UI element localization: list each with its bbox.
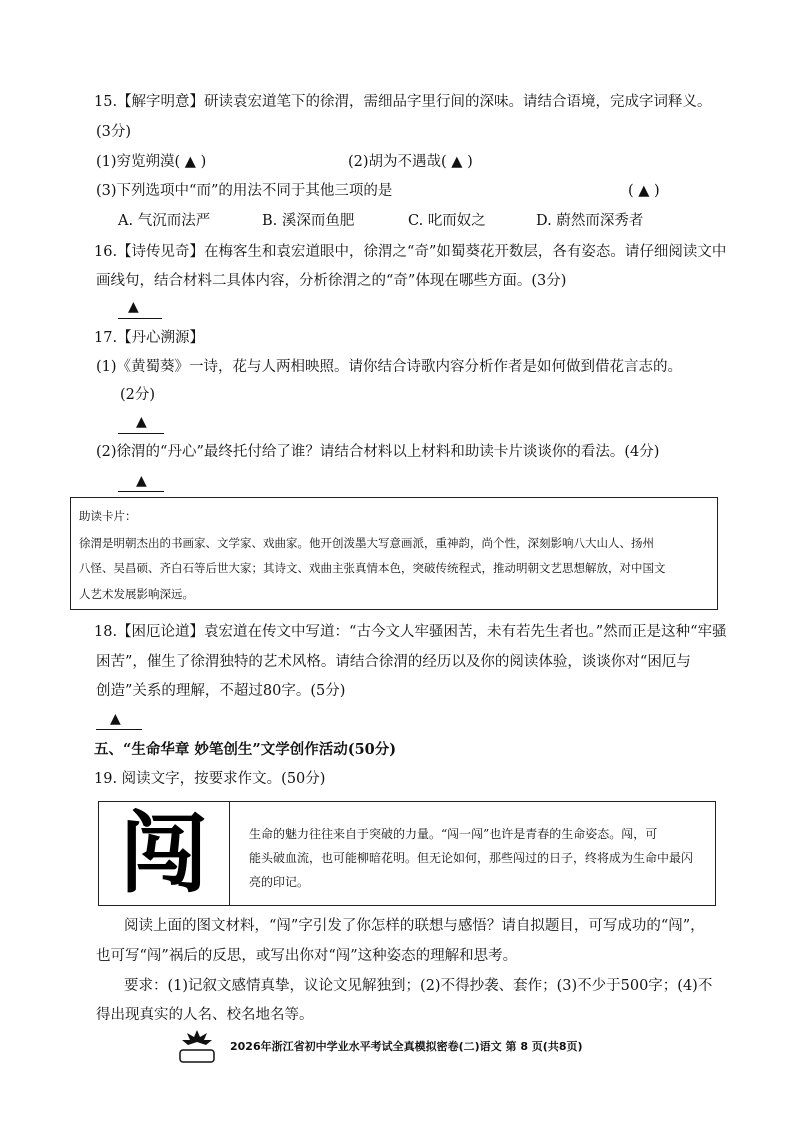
q15-item1: (1)穷览朔漠( ▲ ): [96, 154, 207, 170]
q19-para1-line2: 也可写“闯”祸后的反思，或写出你对“闯”这种姿态的理解和思考。: [96, 948, 518, 964]
q16-answer-mark: ▲: [128, 299, 139, 315]
q16-answer-line: [118, 318, 162, 319]
q18-line1: 18.【困厄论道】袁宏道在传文中写道：“古今文人牢骚困苦，未有若先生者也。”然而正是这种“牢骚: [94, 624, 727, 640]
chuang-calligraphy-glyph: 闯: [119, 801, 208, 905]
q17-sub2-answer-line: [118, 491, 164, 492]
q19-para1-line1: 阅读上面的图文材料，“闯”字引发了你怎样的联想与感悟？请自拟题目，可写成功的“闯”，: [124, 918, 705, 934]
q18-line3: 创造”关系的理解，不超过80字。(5分): [96, 683, 346, 699]
reading-card-line1: 徐渭是明朝杰出的书画家、文学家、戏曲家。他开创泼墨大写意画派，重神韵，尚个性，深刻影响八大山人、扬州: [79, 536, 654, 550]
q15-line2: (3分): [96, 124, 132, 140]
q19-material-box: [98, 801, 716, 906]
q18-answer-line: [96, 729, 142, 730]
material-box-divider: [229, 802, 230, 905]
q18-line2: 困苦”，催生了徐渭独特的艺术风格。请结合徐渭的经历以及你的阅读体验，谈谈你对“困厄与: [96, 654, 691, 670]
q15-item2: (2)胡为不遇哉( ▲ ): [348, 154, 473, 170]
q16-line2: 画线句，结合材料二具体内容，分析徐渭之的“奇”体现在哪些方面。(3分): [96, 273, 567, 289]
reading-card-line3: 人艺术发展影响深远。: [79, 587, 194, 601]
q16-line1: 16.【诗传见奇】在梅客生和袁宏道眼中，徐渭之“奇”如蜀葵花开数层，各有姿态。请仔细阅读文中: [94, 244, 727, 260]
q15-line1: 15.【解字明意】研读袁宏道笔下的徐渭，需细品字里行间的深味。请结合语境，完成字词释义。: [94, 94, 712, 110]
q17-sub1-line2: (2分): [120, 387, 156, 403]
q15-option-b: B. 溪深而鱼肥: [262, 213, 355, 229]
q15-option-c: C. 叱而奴之: [408, 213, 486, 229]
q17-sub1-answer-line: [118, 433, 164, 434]
reading-card-line2: 八怪、吴昌硕、齐白石等后世大家；其诗文、戏曲主张真情本色，突破传统程式，推动明朝文艺思想解放，对中国文: [79, 561, 666, 575]
q17-sub2: (2)徐渭的“丹心”最终托付给了谁？请结合材料以上材料和助读卡片谈谈你的看法。(4分): [96, 444, 660, 460]
page-footer: 2026年浙江省初中学业水平考试全真模拟密卷(二)语文 第 8 页(共8页): [230, 1040, 583, 1053]
q17-sub1-line1: (1)《黄蜀葵》一诗，花与人两相映照。请你结合诗歌内容分析作者是如何做到借花言志的。: [96, 359, 683, 375]
material-line2: 能头破血流，也可能柳暗花明。但无论如何，那些闯过的日子，终将成为生命中最闪: [249, 851, 694, 865]
section5-title: 五、“生命华章 妙笔创生”文学创作活动(50分): [94, 741, 397, 758]
reading-card: [70, 497, 718, 610]
q15-item3-answer: ( ▲ ): [628, 183, 660, 199]
q17-sub1-answer-mark: ▲: [136, 414, 147, 430]
q19-title: 19. 阅读文字，按要求作文。(50分): [94, 771, 326, 787]
q18-answer-mark: ▲: [110, 711, 121, 727]
reading-card-title: 助读卡片：: [79, 509, 137, 523]
q15-item3: (3)下列选项中“而”的用法不同于其他三项的是: [96, 183, 393, 199]
q17-title: 17.【丹心溯源】: [94, 330, 205, 346]
material-line1: 生命的魅力往往来自于突破的力量。“闯一闯”也许是青春的生命姿态。闯，可: [249, 827, 658, 841]
q19-requirements-line2: 得出现真实的人名、校名地名等。: [96, 1007, 314, 1023]
q17-sub2-answer-mark: ▲: [136, 473, 147, 489]
material-line3: 亮的印记。: [249, 875, 310, 889]
q15-option-d: D. 蔚然而深秀者: [536, 213, 644, 229]
q15-option-a: A. 气沉而法严: [118, 213, 211, 229]
q19-requirements-line1: 要求：(1)记叙文感情真挚，议论文见解独到；(2)不得抄袭、套作；(3)不少于500字；(4)不: [124, 978, 713, 994]
publisher-logo: [176, 1028, 218, 1066]
